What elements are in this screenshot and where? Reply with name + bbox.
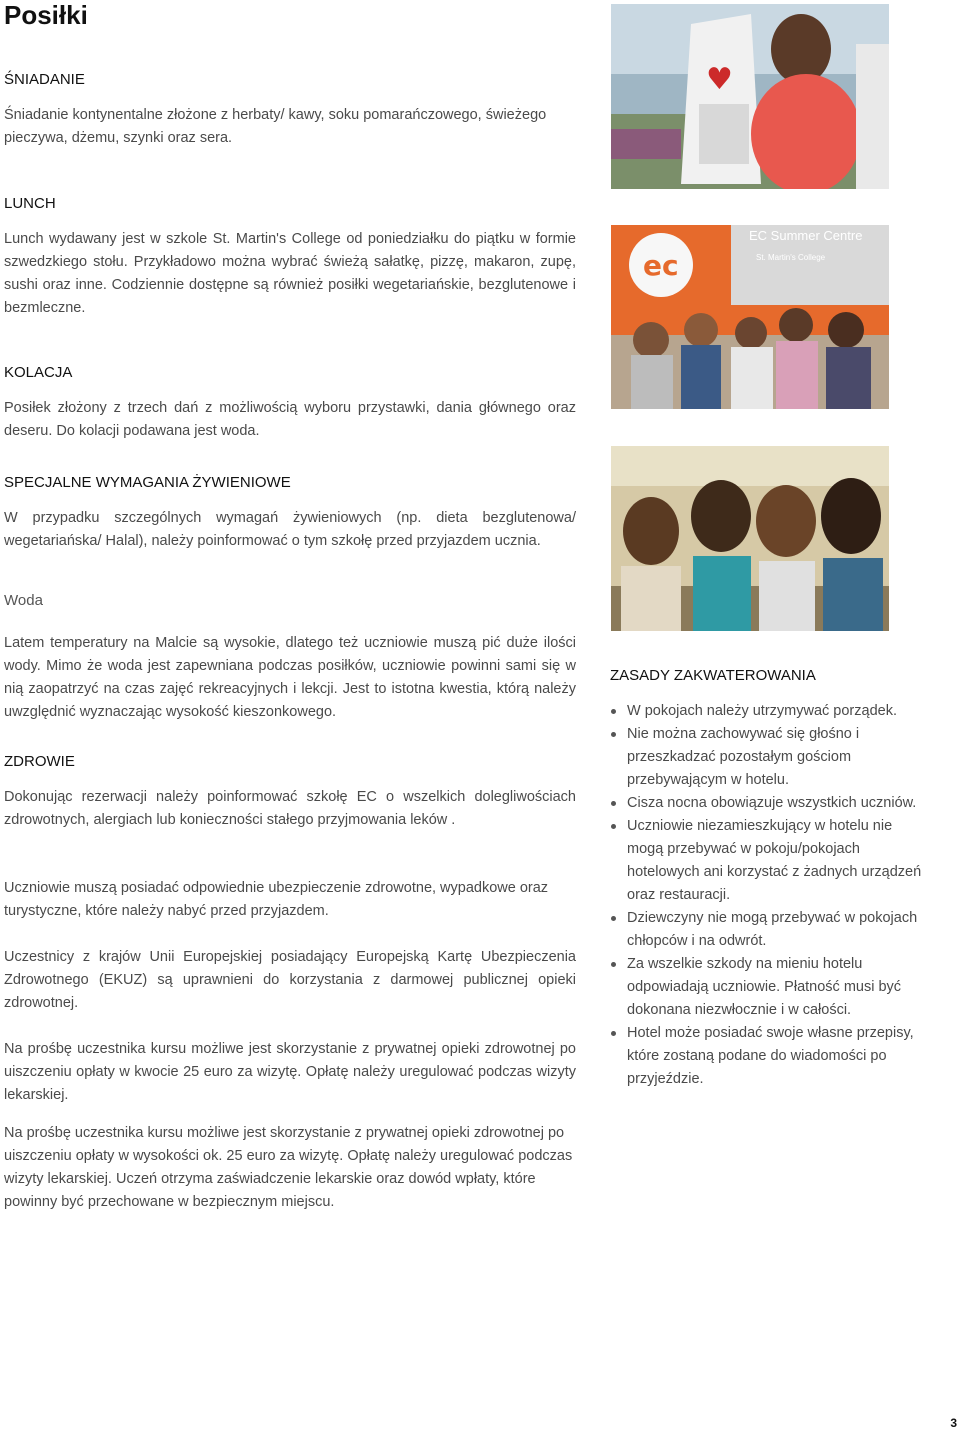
lunch-text: Lunch wydawany jest w szkole St. Martin's College od poniedziałku do piątku w formie szwedzkiego stołu. Przykładowo można wybrać świeżą sałatkę, pizzę, makaron, zupę, sushi oraz inne. Codziennie dostępne są również posiłki wegetariańskie, bezglutenowe i bezmleczne. — [4, 231, 576, 316]
svg-text:♥: ♥ — [706, 62, 733, 97]
rule-item — [610, 907, 927, 953]
photo-group-ec-centre — [611, 225, 889, 409]
bullet-icon — [611, 709, 616, 714]
rule-item — [610, 700, 927, 723]
bullet-icon — [611, 732, 616, 737]
breakfast-heading: ŚNIADANIE — [4, 71, 85, 88]
rule-text: Nie można zachowywać się głośno i przeszkadzać pozostałym gościom przebywającym w hotelu. — [627, 726, 860, 788]
health-text-3: Uczestnicy z krajów Unii Europejskiej posiadający Europejską Kartę Ubezpieczenia Zdrowotnego (EKUZ) są uprawnieni do korzystania z darmowej publicznej opieki zdrowotnej. — [4, 949, 576, 1011]
accommodation-rules-list — [610, 700, 950, 1091]
water-heading: Woda — [4, 592, 43, 609]
health-heading: ZDROWIE — [4, 753, 75, 770]
health-text-1: Dokonując rezerwacji należy poinformować szkołę EC o wszelkich dolegliwościach zdrowotnych, alergiach lub konieczności stałego przyjmowania leków . — [4, 789, 576, 828]
rule-text: W pokojach należy utrzymywać porządek. — [627, 703, 897, 719]
rule-text: Uczniowie niezamieszkujący w hotelu nie mogą przebywać w pokoju/pokojach hotelowych ani korzystać z żadnych urządzeń oraz restauracji. — [627, 818, 922, 903]
page-number: 3 — [950, 1416, 957, 1430]
photo-group-ec-centre-image — [611, 225, 889, 409]
rule-text: Dziewczyny nie mogą przebywać w pokojach chłopców i na odwrót. — [627, 910, 918, 949]
sign-text-line2: St. Martin's College — [756, 253, 826, 262]
dinner-text: Posiłek złożony z trzech dań z możliwością wyboru przystawki, dania głównego oraz deseru. Do kolacji podawana jest woda. — [4, 400, 576, 439]
rule-item — [610, 723, 927, 792]
bullet-icon — [611, 916, 616, 921]
rule-item — [610, 953, 932, 1022]
accommodation-heading: ZASADY ZAKWATEROWANIA — [610, 667, 816, 684]
photo-smiling-girls-image — [611, 446, 889, 631]
bullet-icon — [611, 1031, 616, 1036]
photo-smiling-girls — [611, 446, 889, 631]
rule-text: Za wszelkie szkody na mieniu hotelu odpowiadają uczniowie. Płatność musi być dokonana niezwłocznie i w całości. — [627, 956, 902, 1018]
health-text-4: Na prośbę uczestnika kursu możliwe jest skorzystanie z prywatnej opieki zdrowotnej po uiszczeniu opłaty w kwocie 25 euro za wizytę. Opłatę należy uregulować podczas wizyty lekarskiej. — [4, 1041, 576, 1103]
bullet-icon — [611, 824, 616, 829]
bullet-icon — [611, 962, 616, 967]
page-title: Posiłki — [4, 0, 88, 30]
diet-heading: SPECJALNE WYMAGANIA ŻYWIENIOWE — [4, 474, 291, 491]
photo-girl-with-tshirt-image — [611, 4, 889, 189]
rule-item — [610, 1022, 927, 1091]
rule-item — [610, 792, 927, 815]
bullet-icon — [611, 801, 616, 806]
health-text-5: Na prośbę uczestnika kursu możliwe jest skorzystanie z prywatnej opieki zdrowotnej po uiszczeniu opłaty w wysokości ok. 25 euro za wizytę. Opłatę należy uregulować podczas wizyty lekarskiej. Uczeń otrzyma zaświadczenie lekarskie oraz dowód wpłaty, które powinny być przechowane w bezpiecznym miejscu. — [4, 1125, 573, 1210]
lunch-heading: LUNCH — [4, 195, 56, 212]
rule-text: Cisza nocna obowiązuje wszystkich uczniów. — [627, 795, 917, 811]
breakfast-text: Śniadanie kontynentalne złożone z herbaty/ kawy, soku pomarańczowego, świeżego pieczywa, dżemu, szynki oraz sera. — [4, 107, 547, 146]
rule-text: Hotel może posiadać swoje własne przepisy, które zostaną podane do wiadomości po przyjeździe. — [627, 1025, 914, 1087]
photo-girl-with-tshirt — [611, 4, 889, 189]
rule-item — [610, 815, 927, 907]
svg-text:ec: ec — [643, 249, 679, 282]
sign-text-line1: EC Summer Centre — [749, 228, 863, 243]
dinner-heading: KOLACJA — [4, 364, 73, 381]
diet-text: W przypadku szczególnych wymagań żywieniowych (np. dieta bezglutenowa/ wegetariańska/ Halal), należy poinformować o tym szkołę przed przyjazdem ucznia. — [4, 510, 576, 549]
health-text-2: Uczniowie muszą posiadać odpowiednie ubezpieczenie zdrowotne, wypadkowe oraz turystyczne, które należy nabyć przed przyjazdem. — [4, 880, 549, 919]
accommodation-rules-section — [610, 666, 950, 1091]
water-text: Latem temperatury na Malcie są wysokie, dlatego też uczniowie muszą pić duże ilości wody. Mimo że woda jest zapewniana podczas posiłków, uczniowie powinni sami się w nią zaopatrzyć na czas zajęć rekreacyjnych i lekcji. Jest to istotna kwestia, którą należy uwzględnić wyznaczając wysokość kieszonkowego. — [4, 635, 576, 720]
